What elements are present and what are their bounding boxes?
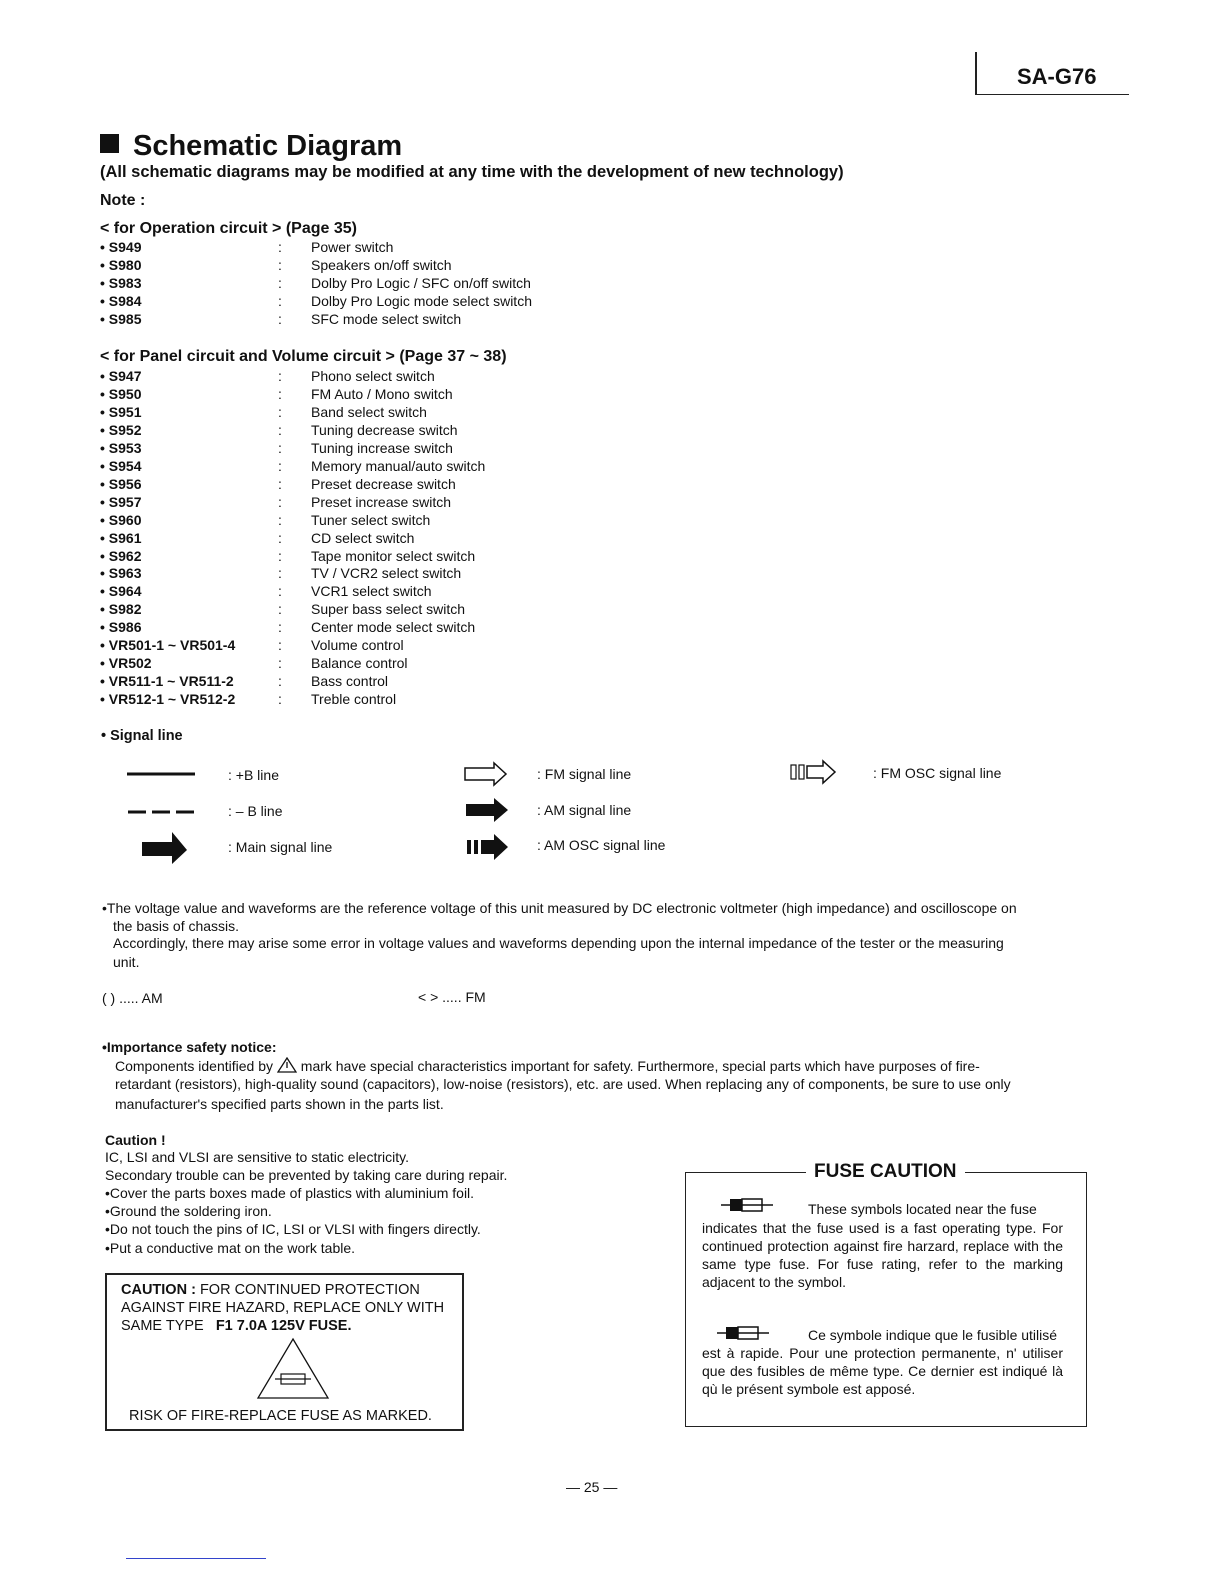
component-description: Band select switch <box>311 403 427 420</box>
signal-legend-mid-icons <box>460 760 516 860</box>
component-description: Dolby Pro Logic mode select switch <box>311 293 532 309</box>
component-description: Treble control <box>311 691 397 708</box>
fm-osc-signal-arrow-icon <box>785 758 845 788</box>
component-description: Memory manual/auto switch <box>311 457 486 474</box>
page-subtitle: (All schematic diagrams may be modified at any time with the development of new technology) <box>100 163 844 181</box>
component-description: Preset increase switch <box>311 493 452 510</box>
component-description: Bass control <box>311 673 389 690</box>
caution-heading: Caution ! <box>105 1132 166 1148</box>
signal-legend-left-icons <box>120 760 200 870</box>
component-code: • VR502 <box>100 655 152 672</box>
am-legend: ( ) ..... AM <box>102 990 163 1006</box>
component-description: Super bass select switch <box>311 601 466 618</box>
safety-line2: retardant (resistors), high-quality sound (capacitors), low-noise (resistors), etc. are used. When replacing any of components, be sure to use only <box>115 1076 1011 1092</box>
fuse-french-first: Ce symbole indique que le fusible utilisé <box>808 1327 1058 1343</box>
component-code: • S962 <box>100 547 142 564</box>
component-code: • S953 <box>100 439 142 456</box>
separator-colon: : <box>278 275 282 291</box>
component-description: Tuning increase switch <box>311 439 453 456</box>
section-heading-operation: < for Operation circuit > (Page 35) <box>100 220 357 237</box>
component-code: • S964 <box>100 583 142 600</box>
fm-signal-arrow-icon <box>465 763 506 785</box>
caution-box-line3a: SAME TYPE <box>121 1318 204 1334</box>
component-description: Balance control <box>311 655 408 672</box>
component-description: Phono select switch <box>311 368 435 384</box>
separator-colon: : <box>278 385 282 402</box>
page-title-text: Schematic Diagram <box>133 130 403 162</box>
caution-box-line1: FOR CONTINUED PROTECTION <box>199 1282 420 1298</box>
page-title <box>100 130 402 163</box>
separator-colon: : <box>278 439 282 456</box>
component-description: SFC mode select switch <box>311 311 462 327</box>
voltage-note-line1: •The voltage value and waveforms are the reference voltage of this unit measured by DC electronic voltmeter (high impedance) and oscilloscope on <box>102 900 1017 916</box>
component-description: Volume control <box>311 637 404 654</box>
caution-line: •Do not touch the pins of IC, LSI or VLSI with fingers directly. <box>105 1221 481 1238</box>
component-code: • VR512-1 ~ VR512-2 <box>100 691 236 708</box>
separator-colon: : <box>278 293 282 309</box>
component-code: • S949 <box>100 239 142 255</box>
caution-line: •Cover the parts boxes made of plastics with aluminium foil. <box>105 1185 475 1202</box>
separator-colon: : <box>278 311 282 327</box>
safety-heading: •Importance safety notice: <box>102 1039 277 1055</box>
fast-fuse-symbol-icon <box>720 1197 774 1213</box>
voltage-note-line4: unit. <box>113 954 140 970</box>
fuse-french-text: est à rapide. Pour une protection permanente, n' utiliser que des fusibles de même type. Ce dernier est indiqué là qù le présent symbole est apposé. <box>702 1345 1063 1397</box>
safety-line1-end: mark have special characteristics important for safety. Furthermore, special parts which have purposes of fire- <box>300 1058 980 1074</box>
component-description: CD select switch <box>311 529 415 546</box>
component-code: • S985 <box>100 311 142 327</box>
separator-colon: : <box>278 673 282 690</box>
fm-osc-signal-line-label: : FM OSC signal line <box>873 765 1002 781</box>
am-signal-arrow-icon <box>466 798 508 822</box>
separator-colon: : <box>278 565 282 582</box>
separator-colon: : <box>278 511 282 528</box>
component-code: • S951 <box>100 403 142 420</box>
component-description: VCR1 select switch <box>311 583 432 600</box>
warning-triangle-icon <box>277 1057 297 1073</box>
separator-colon: : <box>278 257 282 273</box>
component-description: FM Auto / Mono switch <box>311 385 453 402</box>
component-code: • S950 <box>100 385 142 402</box>
fuse-caution-title: FUSE CAUTION <box>806 1161 965 1183</box>
separator-colon: : <box>278 239 282 255</box>
component-description: Power switch <box>311 239 394 255</box>
separator-colon: : <box>278 637 282 654</box>
model-number: SA-G76 <box>1017 64 1097 89</box>
caution-box-footer: RISK OF FIRE-REPLACE FUSE AS MARKED. <box>129 1408 432 1424</box>
bottom-divider <box>126 1558 266 1559</box>
am-osc-signal-line-label: : AM OSC signal line <box>537 837 666 853</box>
safety-line1 <box>115 1057 980 1076</box>
component-code: • S961 <box>100 529 142 546</box>
main-signal-line-label: : Main signal line <box>228 839 333 855</box>
separator-colon: : <box>278 475 282 492</box>
fuse-warning-triangle-icon <box>255 1337 331 1401</box>
component-description: Dolby Pro Logic / SFC on/off switch <box>311 275 531 291</box>
separator-colon: : <box>278 493 282 510</box>
separator-colon: : <box>278 547 282 564</box>
component-code: • S983 <box>100 275 142 291</box>
separator-colon: : <box>278 457 282 474</box>
bullet-square-icon <box>100 134 119 153</box>
safety-line3: manufacturer's specified parts shown in the parts list. <box>115 1096 444 1112</box>
fm-signal-line-label: : FM signal line <box>537 766 632 782</box>
fuse-english-text: indicates that the fuse used is a fast operating type. For continued protection against fire harzard, replace with the same type fuse. For fuse rating, refer to the marking adjacent to the symbol. <box>702 1220 1063 1290</box>
component-code: • S960 <box>100 511 142 528</box>
caution-line: IC, LSI and VLSI are sensitive to static electricity. <box>105 1149 409 1165</box>
main-signal-arrow-icon <box>142 832 187 864</box>
component-code: • S982 <box>100 601 142 618</box>
caution-box-label: CAUTION : <box>121 1282 196 1298</box>
signal-line-heading: • Signal line <box>101 728 183 744</box>
separator-colon: : <box>278 421 282 438</box>
component-description: TV / VCR2 select switch <box>311 565 462 582</box>
separator-colon: : <box>278 601 282 618</box>
separator-colon: : <box>278 403 282 420</box>
am-osc-signal-arrow-icon <box>467 834 508 860</box>
component-code: • VR511-1 ~ VR511-2 <box>100 673 234 690</box>
component-description: Tuning decrease switch <box>311 421 458 438</box>
separator-colon: : <box>278 655 282 672</box>
separator-colon: : <box>278 691 282 708</box>
caution-box-text <box>121 1281 444 1335</box>
caution-box-fuse-rating: F1 7.0A 125V FUSE. <box>215 1318 352 1334</box>
component-description: Preset decrease switch <box>311 475 456 492</box>
separator-colon: : <box>278 619 282 636</box>
safety-line1-start: Components identified by <box>115 1058 273 1074</box>
separator-colon: : <box>278 583 282 600</box>
component-code: • S980 <box>100 257 142 273</box>
fuse-english-first: These symbols located near the fuse <box>808 1201 1037 1217</box>
component-code: • S956 <box>100 475 142 492</box>
fast-fuse-symbol-icon-fr <box>716 1325 770 1341</box>
caution-line: •Ground the soldering iron. <box>105 1203 272 1220</box>
component-code: • S947 <box>100 368 142 384</box>
component-description: Tape monitor select switch <box>311 547 476 564</box>
model-box <box>975 52 1129 95</box>
component-code: • S986 <box>100 619 142 636</box>
separator-colon: : <box>278 368 282 384</box>
b-minus-line-label: : – B line <box>228 803 283 819</box>
component-code: • S963 <box>100 565 142 582</box>
page-number: — 25 — <box>566 1479 618 1495</box>
separator-colon: : <box>278 529 282 546</box>
b-plus-line-label: : +B line <box>228 767 279 783</box>
component-code: • S957 <box>100 493 142 510</box>
voltage-note-line3: Accordingly, there may arise some error in voltage values and waveforms depending upon the internal impedance of the tester or the measuring <box>113 935 1004 951</box>
voltage-note-line2: the basis of chassis. <box>113 918 240 934</box>
component-code: • VR501-1 ~ VR501-4 <box>100 637 236 654</box>
component-code: • S954 <box>100 457 142 474</box>
fuse-caution-label-box <box>105 1273 464 1431</box>
fm-legend: < > ..... FM <box>418 989 486 1005</box>
note-label: Note : <box>100 192 146 209</box>
caution-line: •Put a conductive mat on the work table. <box>105 1239 356 1256</box>
component-code: • S984 <box>100 293 142 309</box>
caution-line: Secondary trouble can be prevented by taking care during repair. <box>105 1167 508 1184</box>
am-signal-line-label: : AM signal line <box>537 802 632 818</box>
component-code: • S952 <box>100 421 142 438</box>
component-description: Center mode select switch <box>311 619 476 636</box>
component-description: Tuner select switch <box>311 511 431 528</box>
section-heading-panel: < for Panel circuit and Volume circuit > (Page 37 ~ 38) <box>100 348 507 365</box>
caution-box-line2: AGAINST FIRE HAZARD, REPLACE ONLY WITH <box>121 1300 445 1316</box>
component-description: Speakers on/off switch <box>311 257 452 273</box>
